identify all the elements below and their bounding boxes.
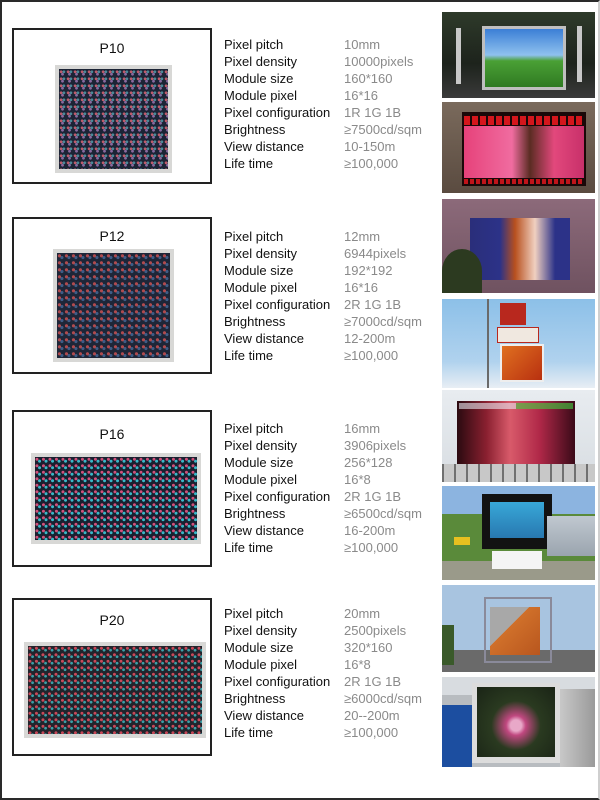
spec-value: 10mm (344, 37, 381, 52)
spec-row (224, 262, 439, 279)
plant-building-screen-photo (442, 677, 595, 767)
spec-value: ≥100,000 (344, 348, 399, 363)
spec-value: 1R 1G 1B (344, 105, 402, 120)
spec-value: 2500pixels (344, 623, 407, 638)
spec-label: View distance (224, 708, 304, 723)
spec-label: View distance (224, 331, 304, 346)
spec-label: Brightness (224, 122, 286, 137)
spec-row (224, 505, 439, 522)
spec-row (224, 539, 439, 556)
spec-label: Pixel configuration (224, 105, 331, 120)
spec-row (224, 690, 439, 707)
spec-label: Module pixel (224, 280, 297, 295)
spec-row (224, 656, 439, 673)
spec-value: 16mm (344, 421, 381, 436)
spec-row (224, 313, 439, 330)
spec-label: Module pixel (224, 472, 297, 487)
spec-row (224, 36, 439, 53)
elephant-rooftop-screen-photo (442, 585, 595, 672)
spec-label: Pixel density (224, 54, 297, 69)
product-card-p12 (12, 217, 212, 374)
product-card-p10 (12, 28, 212, 184)
spec-row (224, 454, 439, 471)
spec-value: 2R 1G 1B (344, 489, 402, 504)
led-module-image (24, 642, 206, 738)
roadside-led-sign-photo (442, 486, 595, 580)
spec-value: 20mm (344, 606, 381, 621)
spec-row (224, 488, 439, 505)
spec-label: Module pixel (224, 657, 297, 672)
pylon-sign-winter-photo (442, 299, 595, 388)
spec-label: Brightness (224, 506, 286, 521)
spec-table-p12 (224, 228, 439, 364)
spec-value: ≥100,000 (344, 156, 399, 171)
spec-label: Pixel configuration (224, 674, 331, 689)
spec-row (224, 87, 439, 104)
spec-value: 256*128 (344, 455, 393, 470)
spec-row (224, 622, 439, 639)
spec-label: Pixel density (224, 246, 297, 261)
spec-row (224, 420, 439, 437)
spec-value: 3906pixels (344, 438, 407, 453)
spec-value: ≥6000cd/sqm (344, 691, 422, 706)
led-module-image (31, 453, 201, 544)
led-module-image (53, 249, 174, 362)
spec-row (224, 53, 439, 70)
spec-row (224, 228, 439, 245)
spec-label: Pixel density (224, 623, 297, 638)
spec-row (224, 605, 439, 622)
product-card-p20 (12, 598, 212, 756)
curved-led-screen-landscape-photo (442, 12, 595, 98)
spec-value: 320*160 (344, 640, 393, 655)
spec-label: Brightness (224, 691, 286, 706)
spec-value: ≥7000cd/sqm (344, 314, 422, 329)
spec-value: ≥100,000 (344, 725, 399, 740)
spec-value: ≥6500cd/sqm (344, 506, 422, 521)
spec-row (224, 639, 439, 656)
spec-row (224, 724, 439, 741)
spec-row (224, 138, 439, 155)
spec-label: Pixel configuration (224, 297, 331, 312)
spec-label: Life time (224, 156, 274, 171)
spec-value: ≥100,000 (344, 540, 399, 555)
pink-billboard-woman-photo (442, 102, 595, 193)
spec-row (224, 70, 439, 87)
product-title: P20 (99, 612, 125, 628)
spec-table-p16 (224, 420, 439, 556)
spec-label: Pixel configuration (224, 489, 331, 504)
spec-row (224, 437, 439, 454)
spec-label: Life time (224, 540, 274, 555)
spec-row (224, 245, 439, 262)
product-card-p16 (12, 410, 212, 567)
spec-value: 16*8 (344, 657, 371, 672)
spec-label: Module size (224, 640, 294, 655)
spec-label: Pixel pitch (224, 37, 284, 52)
spec-row (224, 155, 439, 172)
spec-row (224, 707, 439, 724)
spec-label: Pixel pitch (224, 421, 284, 436)
spec-value: 16-200m (344, 523, 396, 538)
spec-row (224, 330, 439, 347)
product-title: P16 (99, 426, 125, 442)
spec-value: 16*16 (344, 88, 378, 103)
spec-label: Module size (224, 263, 294, 278)
spec-label: Pixel density (224, 438, 297, 453)
spec-label: View distance (224, 523, 304, 538)
spec-value: 2R 1G 1B (344, 297, 402, 312)
spec-row (224, 347, 439, 364)
spec-value: 6944pixels (344, 246, 407, 261)
spec-value: 12mm (344, 229, 381, 244)
spec-table-p20 (224, 605, 439, 741)
spec-row (224, 522, 439, 539)
spec-row (224, 279, 439, 296)
spec-row (224, 121, 439, 138)
spec-value: 2R 1G 1B (344, 674, 402, 689)
spec-label: View distance (224, 139, 304, 154)
spec-row (224, 296, 439, 313)
spec-row (224, 673, 439, 690)
spec-label: Module pixel (224, 88, 297, 103)
spec-label: Pixel pitch (224, 606, 284, 621)
led-module-image (55, 65, 172, 173)
spec-label: Module size (224, 455, 294, 470)
spec-label: Pixel pitch (224, 229, 284, 244)
spec-table-p10 (224, 36, 439, 172)
tiger-billboard-photo (442, 199, 595, 293)
spec-value: 16*8 (344, 472, 371, 487)
spec-label: Life time (224, 348, 274, 363)
spec-row (224, 471, 439, 488)
spec-value: 16*16 (344, 280, 378, 295)
spec-label: Brightness (224, 314, 286, 329)
spec-label: Module size (224, 71, 294, 86)
spec-value: 10-150m (344, 139, 396, 154)
woman-face-billboard-photo (442, 390, 595, 482)
spec-value: 12-200m (344, 331, 396, 346)
spec-row (224, 104, 439, 121)
spec-value: ≥7500cd/sqm (344, 122, 422, 137)
product-title: P10 (99, 40, 125, 56)
spec-value: 192*192 (344, 263, 393, 278)
spec-value: 10000pixels (344, 54, 414, 69)
spec-label: Life time (224, 725, 274, 740)
spec-value: 160*160 (344, 71, 393, 86)
spec-value: 20--200m (344, 708, 400, 723)
product-title: P12 (99, 228, 125, 244)
